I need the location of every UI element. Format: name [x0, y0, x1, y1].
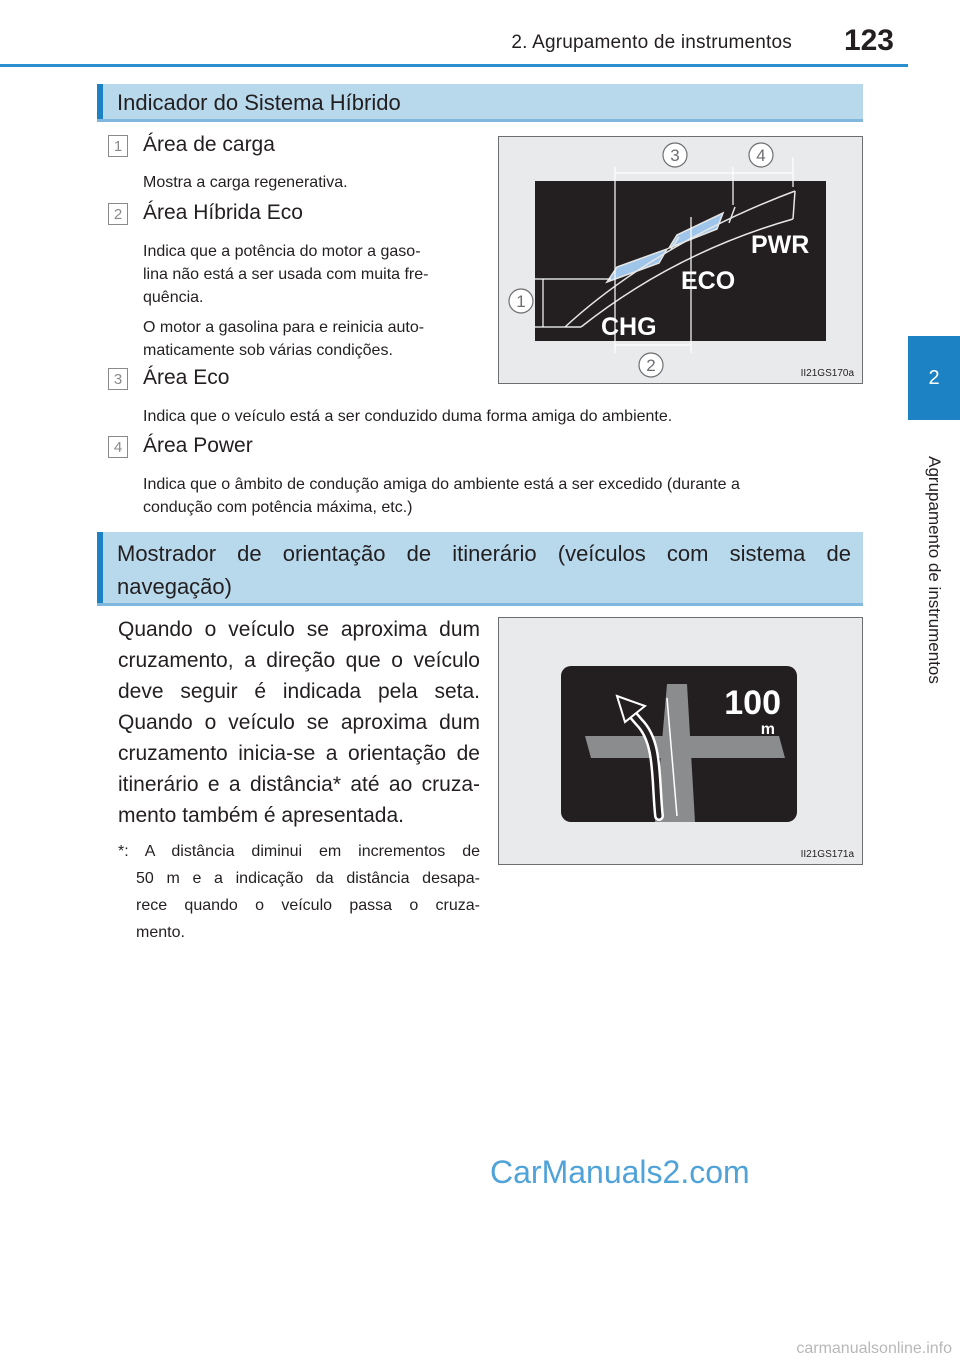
header-title: 2. Agrupamento de instrumentos — [511, 32, 792, 53]
route-guidance-body: Quando o veículo se aproxima dum cruzamento, a direção que o veículo deve seguir é indicada pela seta. Quando o veículo se aproxima dum cruzamento inicia-se a orientação de itinerário e a distância* até ao cruza- mento também é apresentada. — [118, 618, 480, 827]
hybrid-indicator-diagram — [499, 137, 862, 383]
callout-3: 3 — [670, 146, 680, 165]
item-desc-hybrid-eco: Indica que a potência do motor a gaso- lina não está a ser usada com muita fre- quência. O motor a gasolina para e reinicia auto- maticamente sob várias condições. — [143, 243, 429, 359]
item-title-hybrid-eco: Área Híbrida Eco — [143, 201, 303, 224]
callout-1: 1 — [516, 292, 526, 311]
figure-code: II21GS171a — [800, 849, 854, 860]
watermark-footer: carmanualsonline.info — [796, 1340, 952, 1357]
item-desc-charge: Mostra a carga regenerativa. — [143, 174, 348, 191]
distance-footnote: *: A distância diminui em incrementos de 50 m e a indicação da distância desapa- rece quando o veículo passa o cruza- mento. — [118, 843, 480, 941]
callout-4: 4 — [756, 146, 766, 165]
page-number: 123 — [843, 24, 894, 57]
item-desc-eco: Indica que o veículo está a ser conduzido duma forma amiga do ambiente. — [143, 408, 673, 425]
section-heading-route-guidance: Mostrador de orientação de itinerário (veículos com sistema de navegação) — [97, 532, 863, 606]
callout-2: 2 — [646, 356, 656, 375]
item-number-4: 4 — [108, 436, 128, 458]
item-desc-power: Indica que o âmbito de condução amiga do ambiente está a ser excedido (durante a condução com potência máxima, etc.) — [143, 476, 740, 516]
pwr-label: PWR — [751, 231, 810, 259]
item-number-1: 1 — [108, 135, 128, 157]
distance-value: 100 — [724, 684, 781, 722]
watermark-carmanuals: CarManuals2.com — [490, 1154, 750, 1190]
distance-unit: m — [760, 721, 775, 738]
chg-label: CHG — [601, 313, 657, 341]
item-number-2: 2 — [108, 203, 128, 225]
side-tab-number: 2 — [908, 336, 960, 420]
figure-code: II21GS170a — [800, 368, 854, 379]
eco-label: ECO — [681, 267, 736, 295]
side-tab-label: Agrupamento de instrumentos — [925, 456, 944, 684]
item-title-eco: Área Eco — [143, 366, 230, 389]
item-title-power: Área Power — [143, 434, 253, 457]
hybrid-indicator-figure — [498, 136, 863, 384]
header-rule — [0, 64, 908, 67]
route-guidance-display — [499, 618, 862, 864]
route-guidance-figure — [498, 617, 863, 865]
item-number-3: 3 — [108, 368, 128, 390]
item-title-charge: Área de carga — [143, 133, 275, 156]
section-heading-hybrid: Indicador do Sistema Híbrido — [97, 84, 863, 122]
